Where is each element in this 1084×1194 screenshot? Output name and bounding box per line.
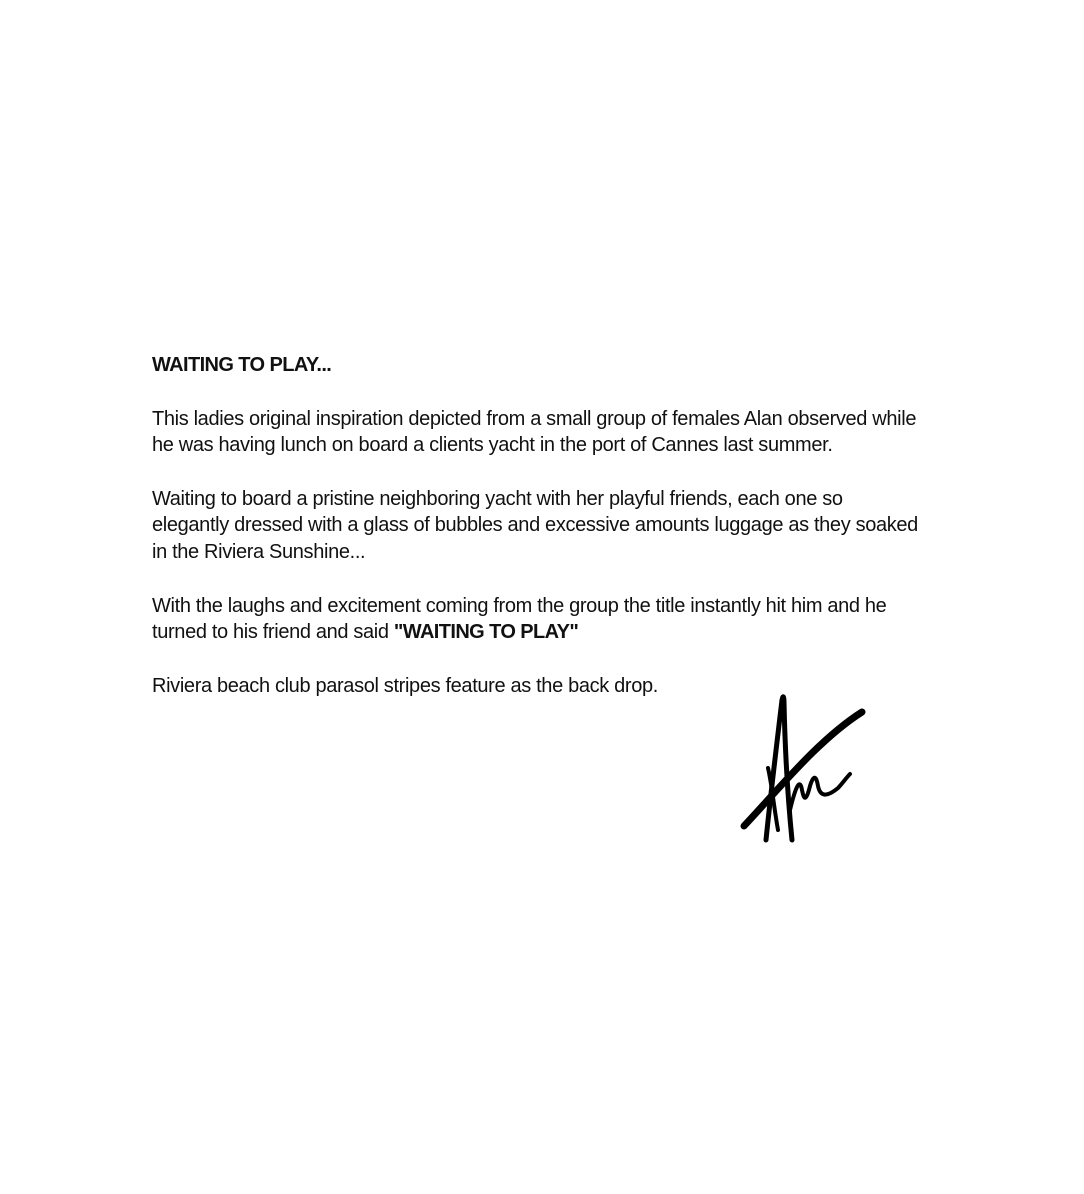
signature-image: [738, 690, 870, 850]
paragraph-title-origin-text: With the laughs and excitement coming from the group the title instantly hit him and he turned to his friend and said: [152, 594, 887, 644]
paragraph-title-origin: [152, 593, 922, 646]
paragraph-backdrop: Riviera beach club parasol stripes feature as the back drop.: [152, 674, 658, 697]
document-body: [152, 352, 922, 726]
signature-stroke: [744, 712, 862, 826]
paragraph-waiting: Waiting to board a pristine neighboring yacht with her playful friends, each one so elegantly dressed with a glass of bubbles and excessive amounts luggage as they soaked in the Riviera Sunshine...: [152, 487, 918, 563]
signature-stroke: [790, 774, 850, 810]
document-title: WAITING TO PLAY...: [152, 354, 332, 376]
title-quote: "WAITING TO PLAY": [393, 621, 579, 644]
paragraph-inspiration: This ladies original inspiration depicted from a small group of females Alan observed while he was having lunch on board a clients yacht in the port of Cannes last summer.: [152, 407, 917, 457]
